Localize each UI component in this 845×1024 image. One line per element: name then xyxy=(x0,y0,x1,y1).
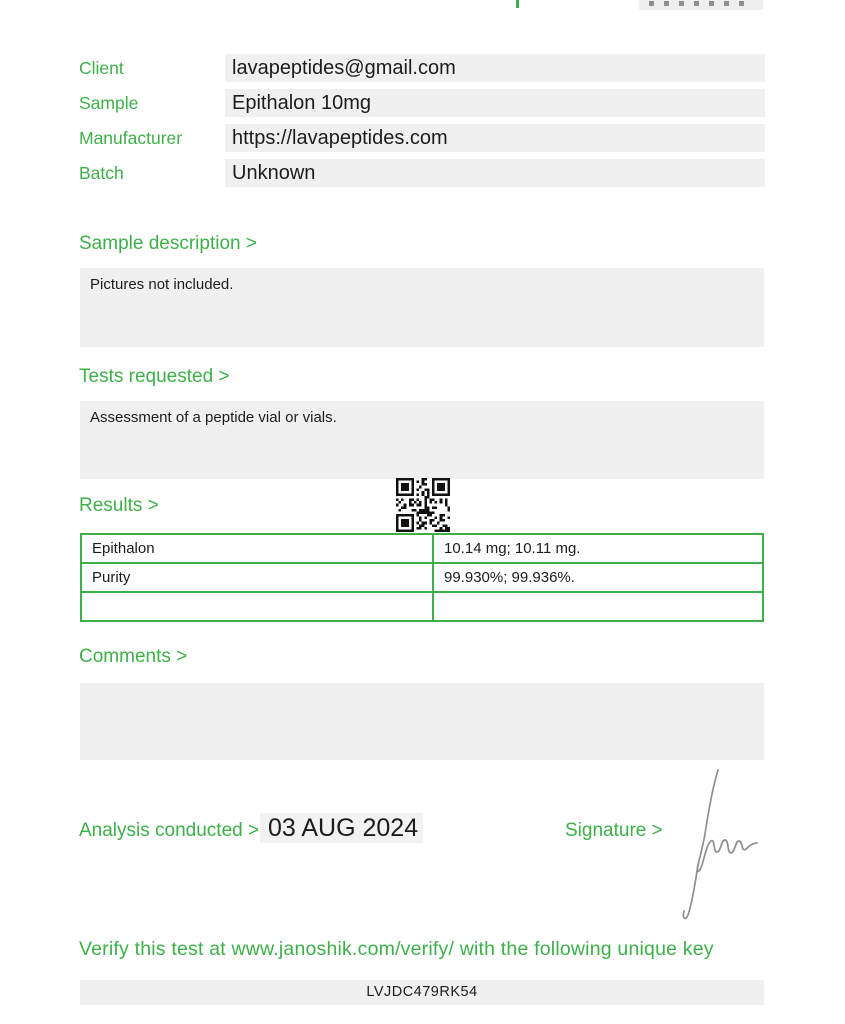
results-table xyxy=(80,533,764,622)
batch-value: Unknown xyxy=(225,159,765,187)
result-name-cell xyxy=(81,592,433,621)
result-name-cell: Epithalon xyxy=(81,534,433,563)
info-row-batch xyxy=(79,159,765,187)
info-row-client xyxy=(79,54,765,82)
clipped-heading-caret xyxy=(516,0,519,8)
signature-label: Signature > xyxy=(565,820,663,841)
manufacturer-value: https://lavapeptides.com xyxy=(225,124,765,152)
clipped-value-box xyxy=(639,0,763,10)
info-row-sample xyxy=(79,89,765,117)
comments-box xyxy=(80,683,764,760)
table-row xyxy=(81,563,763,592)
result-value-cell xyxy=(433,592,763,621)
qr-code-icon xyxy=(396,478,450,532)
result-value-cell: 99.930%; 99.936%. xyxy=(433,563,763,592)
verify-instruction: Verify this test at www.janoshik.com/verify/ with the following unique key xyxy=(79,938,714,960)
analysis-conducted-label: Analysis conducted > xyxy=(79,820,260,841)
sample-value: Epithalon 10mg xyxy=(225,89,765,117)
sample-label: Sample xyxy=(79,93,139,113)
tests-requested-heading: Tests requested > xyxy=(79,366,230,387)
tests-requested-box: Assessment of a peptide vial or vials. xyxy=(80,401,764,479)
table-row xyxy=(81,534,763,563)
sample-info-block xyxy=(79,54,765,194)
manufacturer-label: Manufacturer xyxy=(79,128,183,148)
comments-heading: Comments > xyxy=(79,646,188,667)
table-row xyxy=(81,592,763,621)
analysis-date-value: 03 AUG 2024 xyxy=(260,813,423,843)
result-name-cell: Purity xyxy=(81,563,433,592)
result-value-cell: 10.14 mg; 10.11 mg. xyxy=(433,534,763,563)
client-value: lavapeptides@gmail.com xyxy=(225,54,765,82)
batch-label: Batch xyxy=(79,163,124,183)
clipped-text-fragment xyxy=(649,1,753,6)
unique-key-value: LVJDC479RK54 xyxy=(80,980,764,1005)
sample-description-heading: Sample description > xyxy=(79,233,257,254)
results-heading: Results > xyxy=(79,495,159,516)
sample-description-box: Pictures not included. xyxy=(80,268,764,347)
info-row-manufacturer xyxy=(79,124,765,152)
signature-icon xyxy=(668,762,760,924)
client-label: Client xyxy=(79,58,124,78)
